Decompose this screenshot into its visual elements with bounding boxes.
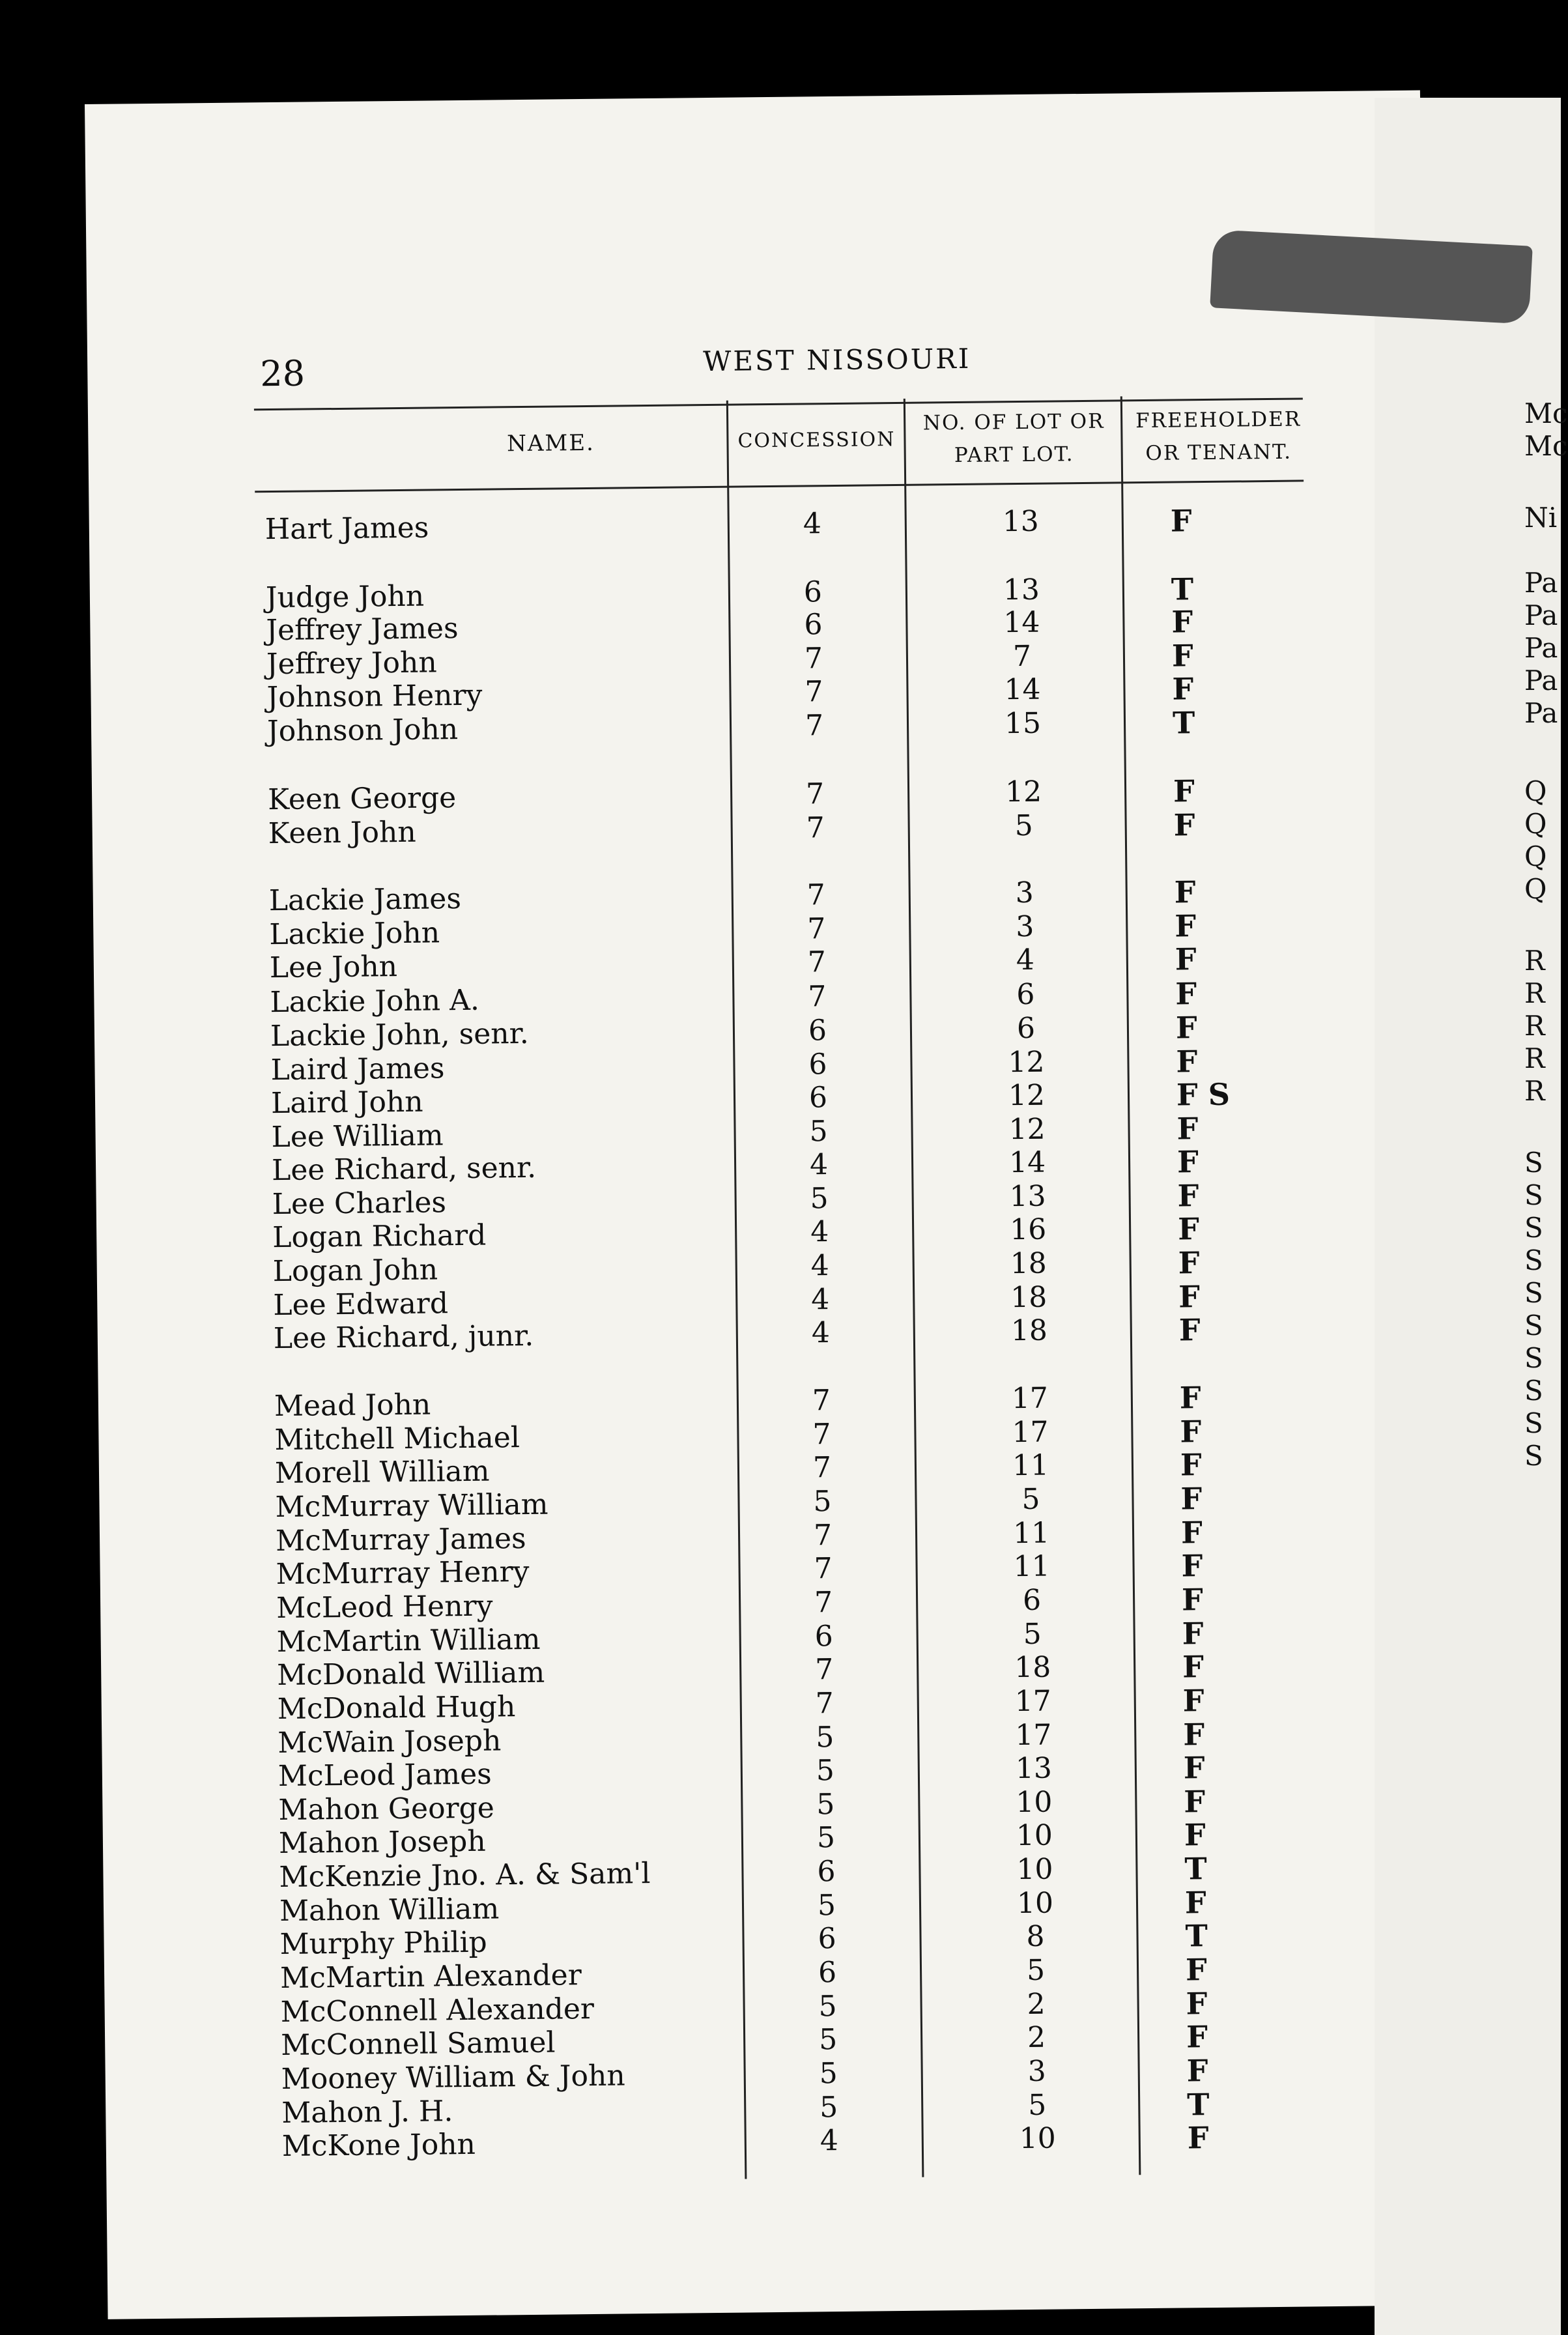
name-cell: Mead John xyxy=(274,1388,431,1424)
tenure-cell: F xyxy=(1177,1178,1199,1214)
lot-cell: 17 xyxy=(1015,1718,1052,1753)
facing-page-letter: S xyxy=(1524,1179,1543,1211)
lot-cell: 6 xyxy=(1016,1011,1036,1046)
tenure-cell: F xyxy=(1181,1582,1204,1618)
lot-cell: 5 xyxy=(1023,1617,1042,1652)
facing-page-letter: Q xyxy=(1524,873,1547,905)
facing-page-letter: S xyxy=(1524,1277,1543,1309)
tenure-cell: F xyxy=(1175,908,1197,944)
concession-cell: 6 xyxy=(808,1014,827,1048)
name-cell: Lee Richard, junr. xyxy=(273,1319,534,1356)
lot-cell: 3 xyxy=(1015,876,1034,910)
lot-cell: 5 xyxy=(1021,1482,1040,1517)
name-cell: McMurray Henry xyxy=(276,1554,530,1592)
ledger-page xyxy=(85,91,1443,2319)
name-cell: Judge John xyxy=(265,579,425,615)
name-cell: Johnson Henry xyxy=(266,678,483,715)
name-cell: Murphy Philip xyxy=(279,1925,487,1962)
tenure-cell: T xyxy=(1171,571,1194,607)
tenure-cell: F xyxy=(1185,1952,1208,1988)
concession-cell: 6 xyxy=(803,575,823,609)
tenure-cell: F xyxy=(1171,604,1193,640)
name-cell: McDonald Hugh xyxy=(277,1690,516,1726)
lot-cell: 15 xyxy=(1004,706,1042,741)
tenure-cell: F xyxy=(1184,1817,1206,1853)
facing-page-letter: Q xyxy=(1524,840,1547,872)
tenure-cell: F S xyxy=(1176,1076,1231,1113)
lot-cell: 16 xyxy=(1009,1212,1047,1247)
lot-cell: 11 xyxy=(1012,1448,1049,1483)
tenure-cell: F xyxy=(1181,1548,1203,1584)
lot-cell: 17 xyxy=(1011,1381,1049,1416)
concession-cell: 6 xyxy=(818,1956,837,1990)
tenure-cell: T xyxy=(1184,1851,1207,1887)
tenure-cell: F xyxy=(1175,976,1197,1012)
facing-page-letter: S xyxy=(1524,1244,1543,1276)
name-cell: Mahon William xyxy=(279,1892,500,1928)
tenure-cell: F xyxy=(1175,941,1197,977)
tenure-cell: F xyxy=(1178,1279,1201,1315)
concession-cell: 6 xyxy=(808,1081,828,1115)
lot-cell: 5 xyxy=(1027,2088,1047,2123)
name-cell: Logan Richard xyxy=(272,1218,487,1255)
concession-cell: 6 xyxy=(808,1048,827,1082)
lot-cell: 6 xyxy=(1016,977,1035,1012)
lot-cell: 3 xyxy=(1016,910,1034,944)
facing-page-fragment xyxy=(1375,98,1568,2335)
concession-cell: 7 xyxy=(805,709,824,743)
name-cell: Laird John xyxy=(270,1085,423,1121)
name-cell: Lee William xyxy=(271,1119,444,1154)
name-cell: Lackie John, senr. xyxy=(270,1016,530,1053)
concession-cell: 4 xyxy=(811,1283,830,1317)
concession-cell: 4 xyxy=(810,1249,829,1283)
name-column-header: NAME. xyxy=(506,429,595,457)
lot-cell: 5 xyxy=(1014,809,1033,843)
concession-cell: 4 xyxy=(820,2124,839,2158)
tenure-cell: F xyxy=(1180,1515,1203,1551)
concession-cell: 6 xyxy=(817,1855,836,1889)
facing-page-letter: Pa xyxy=(1524,632,1558,664)
name-cell: Keen John xyxy=(268,815,416,851)
name-cell: Lackie James xyxy=(268,882,462,918)
concession-cell: 7 xyxy=(814,1552,833,1586)
name-cell: Keen George xyxy=(267,781,457,817)
tenure-cell: F xyxy=(1180,1447,1202,1483)
concession-cell: 7 xyxy=(806,878,826,912)
concession-cell: 5 xyxy=(818,1990,837,2024)
facing-page-letter: R xyxy=(1524,977,1545,1009)
tenure-cell: T xyxy=(1186,2087,1210,2123)
lot-cell: 18 xyxy=(1010,1246,1047,1281)
lot-cell: 3 xyxy=(1027,2054,1046,2089)
tenure-cell: F xyxy=(1179,1380,1201,1416)
lot-cell: 18 xyxy=(1010,1313,1048,1348)
name-cell: Jeffrey James xyxy=(266,612,459,648)
lot-cell: 13 xyxy=(1003,573,1040,607)
tenure-cell: F xyxy=(1175,1010,1197,1046)
name-cell: Hart James xyxy=(264,511,429,547)
lot-cell: 10 xyxy=(1016,1785,1053,1820)
ft-column-header-line1: FREEHOLDER xyxy=(1135,407,1302,433)
facing-page-letter: Pa xyxy=(1524,697,1558,729)
tenure-cell: F xyxy=(1170,503,1192,539)
concession-cell: 4 xyxy=(810,1215,829,1249)
name-cell: Lackie John A. xyxy=(270,983,480,1020)
binding-tab xyxy=(1210,229,1533,324)
lot-cell: 10 xyxy=(1016,1886,1054,1921)
tenure-cell: F xyxy=(1178,1312,1201,1348)
tenure-cell: F xyxy=(1173,773,1195,809)
lot-cell: 14 xyxy=(1004,672,1041,707)
concession-cell: 5 xyxy=(819,2091,838,2125)
facing-page-letter: Pa xyxy=(1524,599,1558,631)
lot-cell: 2 xyxy=(1027,1987,1046,2022)
tenure-cell: F xyxy=(1171,638,1193,674)
name-cell: McMurray William xyxy=(275,1487,549,1525)
lot-cell: 6 xyxy=(1022,1583,1042,1618)
facing-page-letter: Q xyxy=(1524,808,1547,840)
name-cell: McConnell Samuel xyxy=(280,2026,556,2063)
tenure-cell: F xyxy=(1182,1649,1205,1685)
name-cell: Lee Richard, senr. xyxy=(271,1151,537,1188)
tenure-cell: F xyxy=(1184,1784,1206,1820)
tenure-cell: F xyxy=(1183,1717,1205,1753)
lot-cell: 12 xyxy=(1005,775,1042,809)
name-cell: McKone John xyxy=(281,2127,476,2163)
facing-page-letter: R xyxy=(1524,945,1545,977)
tenure-cell: F xyxy=(1176,1111,1199,1147)
name-cell: Logan John xyxy=(272,1253,438,1289)
concession-cell: 7 xyxy=(812,1384,831,1418)
concession-cell: 7 xyxy=(808,980,827,1014)
concession-cell: 7 xyxy=(812,1451,832,1485)
lot-cell: 13 xyxy=(1009,1179,1046,1214)
lot-column-header-line1: NO. OF LOT OR xyxy=(922,409,1105,435)
concession-cell: 4 xyxy=(809,1148,829,1182)
page-number: 28 xyxy=(260,352,306,395)
tenure-cell: F xyxy=(1180,1414,1202,1450)
concession-cell: 4 xyxy=(811,1316,831,1350)
concession-cell: 7 xyxy=(812,1418,831,1452)
tenure-cell: F xyxy=(1177,1211,1200,1247)
lot-cell: 11 xyxy=(1013,1549,1050,1584)
facing-page-letter: S xyxy=(1524,1407,1543,1439)
facing-page-letter: S xyxy=(1524,1375,1543,1407)
tenure-cell: F xyxy=(1180,1481,1203,1517)
concession-cell: 5 xyxy=(809,1115,828,1149)
name-cell: Lee Charles xyxy=(272,1186,447,1222)
concession-cell: 7 xyxy=(814,1653,834,1687)
concession-cell: 7 xyxy=(807,912,826,946)
facing-page-letter: S xyxy=(1524,1147,1543,1179)
ft-column-header-line2: OR TENANT. xyxy=(1145,440,1292,465)
name-cell: Morell William xyxy=(274,1454,490,1491)
concession-cell: 7 xyxy=(814,1586,833,1620)
concession-cell: 6 xyxy=(818,1922,836,1956)
tenure-cell: F xyxy=(1174,874,1196,910)
lot-cell: 11 xyxy=(1012,1516,1050,1551)
lot-cell: 2 xyxy=(1027,2020,1046,2055)
name-cell: Johnson John xyxy=(266,713,459,749)
lot-cell: 14 xyxy=(1008,1145,1046,1180)
tenure-cell: T xyxy=(1185,1918,1208,1954)
running-head: WEST NISSOURI xyxy=(702,342,971,378)
tenure-cell: F xyxy=(1173,807,1195,843)
facing-page-letter: S xyxy=(1524,1440,1543,1472)
concession-cell: 7 xyxy=(807,945,827,979)
header-bottom-rule xyxy=(255,480,1304,493)
tenure-cell: F xyxy=(1184,1885,1206,1921)
name-cell: Mahon Joseph xyxy=(278,1824,486,1861)
name-cell: McDonald William xyxy=(277,1655,545,1693)
tenure-cell: F xyxy=(1182,1616,1204,1652)
name-cell: Lee Edward xyxy=(273,1287,449,1323)
concession-cell: 5 xyxy=(816,1721,834,1755)
facing-page-letter: R xyxy=(1524,1010,1545,1042)
concession-cell: 4 xyxy=(803,507,822,541)
lot-cell: 12 xyxy=(1008,1112,1046,1147)
tenure-cell: F xyxy=(1176,1044,1198,1080)
name-cell: McMurray James xyxy=(275,1522,526,1558)
lot-cell: 12 xyxy=(1008,1078,1046,1113)
name-cell: McLeod James xyxy=(278,1757,492,1794)
name-cell: Laird James xyxy=(270,1052,445,1087)
facing-page-letter: Mc xyxy=(1524,430,1568,462)
name-cell: Mahon George xyxy=(278,1791,495,1827)
concession-cell: 7 xyxy=(813,1519,833,1553)
lot-cell: 18 xyxy=(1014,1650,1051,1685)
tenure-cell: F xyxy=(1186,2053,1208,2089)
concession-cell: 5 xyxy=(818,2023,838,2057)
lot-cell: 5 xyxy=(1026,1953,1046,1988)
concession-cell: 5 xyxy=(816,1788,835,1822)
lot-cell: 13 xyxy=(1015,1751,1053,1786)
concession-cell: 5 xyxy=(816,1754,835,1788)
name-cell: McConnell Alexander xyxy=(280,1992,595,2029)
name-cell: McLeod Henry xyxy=(276,1589,493,1626)
concession-cell: 6 xyxy=(804,608,823,642)
tenure-cell: F xyxy=(1187,2120,1209,2156)
concession-cell: 7 xyxy=(804,642,823,676)
lot-cell: 7 xyxy=(1012,639,1032,674)
lot-cell: 4 xyxy=(1016,943,1035,977)
name-cell: Lee John xyxy=(269,950,398,985)
tenure-cell: T xyxy=(1172,705,1195,741)
lot-cell: 10 xyxy=(1016,1852,1053,1887)
tenure-cell: F xyxy=(1186,1986,1208,2022)
tenure-cell: F xyxy=(1182,1683,1205,1719)
name-cell: McMartin Alexander xyxy=(279,1958,582,1996)
facing-page-letter: Mc xyxy=(1524,397,1568,429)
concession-cell: 5 xyxy=(813,1485,832,1519)
concession-cell: 5 xyxy=(810,1182,829,1216)
concession-cell: 5 xyxy=(819,2057,838,2091)
lot-cell: 10 xyxy=(1016,1818,1053,1853)
facing-page-letter: Pa xyxy=(1524,567,1558,599)
lot-cell: 10 xyxy=(1019,2121,1057,2156)
name-cell: McWain Joseph xyxy=(278,1724,502,1760)
concession-column-header: CONCESSION xyxy=(737,427,896,453)
concession-cell: 6 xyxy=(814,1620,833,1654)
facing-page-letter: Q xyxy=(1524,775,1547,807)
concession-cell: 7 xyxy=(805,675,823,709)
facing-page-letter: Ni xyxy=(1524,502,1558,534)
facing-page-letter: R xyxy=(1524,1075,1545,1107)
lot-cell: 14 xyxy=(1003,605,1040,640)
facing-page-letter: S xyxy=(1524,1212,1543,1244)
facing-page-letter: S xyxy=(1524,1310,1543,1341)
tenure-cell: F xyxy=(1178,1245,1200,1281)
lot-cell: 13 xyxy=(1002,504,1040,539)
facing-page-letter: Pa xyxy=(1524,665,1558,696)
name-cell: Mitchell Michael xyxy=(274,1421,520,1457)
tenure-cell: F xyxy=(1172,671,1194,707)
name-cell: Jeffrey John xyxy=(266,646,437,681)
table-row xyxy=(89,500,1425,548)
tenure-cell: F xyxy=(1186,2019,1208,2055)
tenure-cell: F xyxy=(1176,1144,1199,1180)
name-cell: Lackie John xyxy=(269,916,440,952)
facing-page-letter: S xyxy=(1524,1342,1543,1374)
name-cell: Mooney William & John xyxy=(281,2059,625,2097)
concession-cell: 7 xyxy=(806,811,825,845)
concession-cell: 7 xyxy=(805,777,825,811)
lot-cell: 18 xyxy=(1010,1280,1048,1315)
lot-cell: 17 xyxy=(1014,1684,1052,1719)
facing-page-letter: R xyxy=(1524,1042,1545,1074)
concession-cell: 7 xyxy=(815,1687,834,1721)
lot-column-header-line2: PART LOT. xyxy=(954,442,1074,468)
lot-cell: 17 xyxy=(1012,1415,1049,1450)
name-cell: McMartin William xyxy=(276,1622,541,1659)
name-cell: McKenzie Jno. A. & Sam'l xyxy=(279,1857,651,1895)
lot-cell: 12 xyxy=(1008,1045,1045,1080)
name-cell: Mahon J. H. xyxy=(281,2095,453,2130)
concession-cell: 5 xyxy=(817,1889,836,1923)
concession-cell: 5 xyxy=(816,1821,836,1855)
lot-cell: 8 xyxy=(1026,1919,1045,1954)
tenure-cell: F xyxy=(1183,1750,1205,1786)
